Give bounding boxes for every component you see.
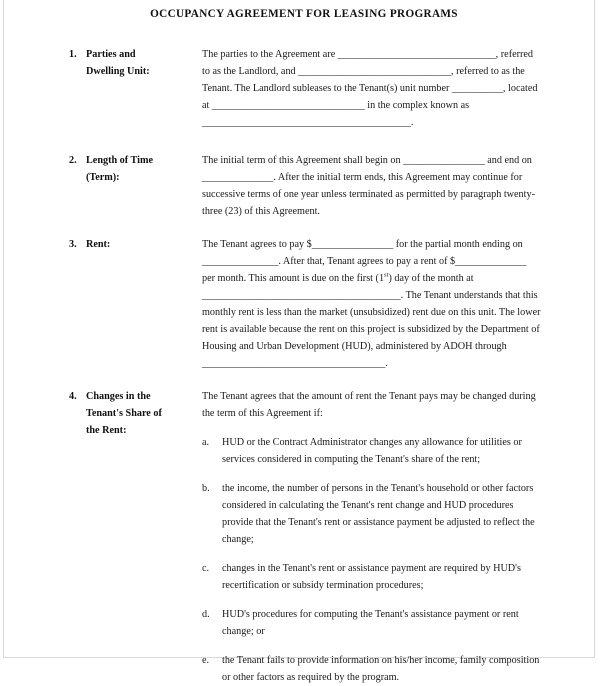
section-heading-line: Rent: xyxy=(86,239,111,250)
section-body xyxy=(202,388,594,686)
section-heading-line: Tenant's Share of xyxy=(86,408,162,419)
section-body xyxy=(202,236,594,372)
section-number: 4. xyxy=(69,391,77,402)
section-heading-line: Dwelling Unit: xyxy=(86,66,150,77)
sub-clause-text: changes in the Tenant's rent or assistance payment are required by HUD's recertification or subsidy termination procedures; xyxy=(222,563,521,591)
section-heading xyxy=(86,388,202,439)
section-heading-line: the Rent: xyxy=(86,425,127,436)
section-heading-line: Length of Time xyxy=(86,155,153,166)
sub-clause-marker: d. xyxy=(202,609,210,620)
section-length-of-time xyxy=(4,152,594,220)
sub-clause-marker: e. xyxy=(202,655,210,666)
section-paragraph-part1: The Tenant agrees to pay $________________ for the partial month ending on _______________. After that, Tenant agrees to pay a rent of $______________ per month. This amount is due on the first (1 xyxy=(202,239,527,284)
section-body xyxy=(202,152,594,220)
section-number: 3. xyxy=(69,239,77,250)
section-rent xyxy=(4,236,594,372)
section-heading xyxy=(86,46,202,80)
section-heading xyxy=(86,152,202,186)
ordinal-suffix: st xyxy=(384,271,389,279)
page-title: OCCUPANCY AGREEMENT FOR LEASING PROGRAMS xyxy=(150,8,458,20)
sub-clause-list xyxy=(202,434,542,686)
section-list xyxy=(4,46,594,686)
sub-clause-d xyxy=(202,606,542,640)
section-changes-in-tenants-share-of-rent xyxy=(4,388,594,686)
sub-clause-text: HUD or the Contract Administrator changes any allowance for utilities or services considered in computing the Tenant's share of the rent; xyxy=(222,437,522,465)
section-heading xyxy=(86,236,202,253)
section-number: 1. xyxy=(69,49,77,60)
sub-clause-a xyxy=(202,434,542,468)
section-body xyxy=(202,46,594,131)
section-heading-line: Changes in the xyxy=(86,391,151,402)
section-paragraph: The parties to the Agreement are _______________________________, referred to as the Landlord, and ______________________________, referred to as the Tenant. The Landlord subleases to the Tenant(s) unit number __________, located at ______________________________ in the complex known as _________________________________________. xyxy=(202,49,538,128)
sub-clause-e xyxy=(202,652,542,686)
section-parties-and-dwelling-unit xyxy=(4,46,594,131)
section-paragraph xyxy=(202,236,542,372)
section-paragraph: The Tenant agrees that the amount of rent the Tenant pays may be changed during the term of this Agreement if: xyxy=(202,391,536,419)
sub-clause-c xyxy=(202,560,542,594)
section-paragraph-part2: ) day of the month at _______________________________________. The Tenant understands that this monthly rent is less than the market (unsubsidized) rent due on this unit. The lower rent is available because the rent on this project is subsidized by the Department of Housing and Urban Development (HUD), administered by ADOH through ____________________________________. xyxy=(202,273,541,369)
sub-clause-b xyxy=(202,480,542,548)
sub-clause-text: the income, the number of persons in the Tenant's household or other factors considered in calculating the Tenant's rent change and HUD procedures provide that the Tenant's rent or assistance payment be adjusted to reflect the change; xyxy=(222,483,535,545)
sub-clause-marker: a. xyxy=(202,437,210,448)
section-paragraph: The initial term of this Agreement shall begin on ________________ and end on ______________. After the initial term ends, this Agreement may continue for successive terms of one year unless terminated as permitted by paragraph twenty-three (23) of this Agreement. xyxy=(202,155,535,217)
sub-clause-marker: c. xyxy=(202,563,210,574)
sub-clause-marker: b. xyxy=(202,483,210,494)
sub-clause-text: the Tenant fails to provide information on his/her income, family composition or other factors as required by the program. xyxy=(222,655,540,683)
sub-clause-text: HUD's procedures for computing the Tenant's assistance payment or rent change; or xyxy=(222,609,519,637)
section-number: 2. xyxy=(69,155,77,166)
document-page xyxy=(3,0,595,683)
section-heading-line: Parties and xyxy=(86,49,136,60)
section-heading-line: (Term): xyxy=(86,172,120,183)
